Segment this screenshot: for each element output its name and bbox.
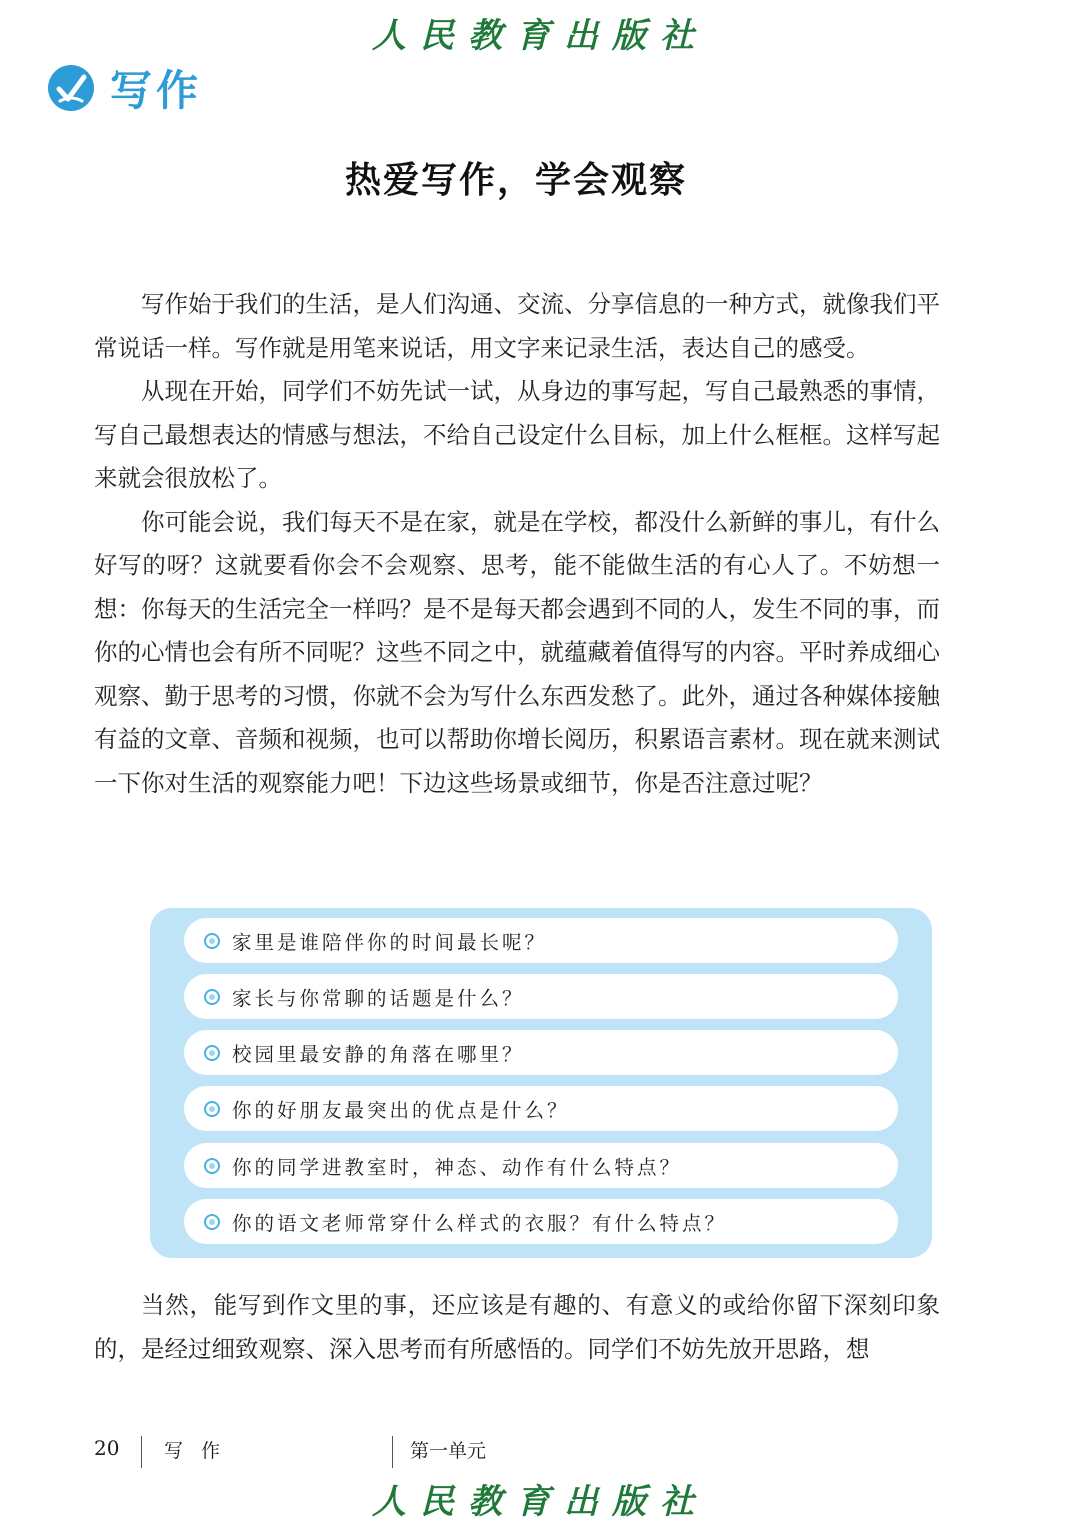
writing-pen-icon [46,63,96,113]
question-box [150,908,932,1258]
question-item [184,1030,898,1075]
question-text: 家里是谁陪伴你的时间最长呢？ [232,930,548,954]
body-text-continued [94,1284,940,1371]
question-text: 你的好朋友最突出的优点是什么？ [232,1098,570,1122]
question-text: 你的同学进教室时，神态、动作有什么特点？ [232,1155,683,1179]
circle-bullet-icon [204,1045,220,1061]
page-title: 热爱写作，学会观察 [344,159,687,201]
question-text: 你的语文老师常穿什么样式的衣服？有什么特点？ [232,1211,728,1235]
footer-section: 写 作 [164,1440,227,1462]
footer-divider [392,1436,393,1468]
circle-bullet-icon [204,1214,220,1230]
section-title: 写作 [110,66,203,115]
question-item [184,1086,898,1131]
page-number: 20 [94,1436,120,1460]
question-item [184,1143,898,1188]
question-item [184,974,898,1019]
paragraph: 写作始于我们的生活，是人们沟通、交流、分享信息的一种方式，就像我们平常说话一样。写作就是用笔来说话，用文字来记录生活，表达自己的感受。 [94,290,940,362]
paragraph: 从现在开始，同学们不妨先试一试，从身边的事写起，写自己最熟悉的事情，写自己最想表达的情感与想法，不给自己设定什么目标，加上什么框框。这样写起来就会很放松了。 [94,377,940,492]
footer-divider [141,1436,142,1468]
question-item [184,1199,898,1244]
publisher-logo-bottom: 人民教育出版社 [372,1482,708,1522]
footer-unit: 第一单元 [410,1440,487,1462]
body-text [94,283,940,805]
question-text: 家长与你常聊的话题是什么？ [232,986,525,1010]
section-header [46,58,202,118]
publisher-logo-top: 人民教育出版社 [372,16,708,56]
circle-bullet-icon [204,989,220,1005]
circle-bullet-icon [204,933,220,949]
paragraph: 当然，能写到作文里的事，还应该是有趣的、有意义的或给你留下深刻印象的，是经过细致观察、深入思考而有所感悟的。同学们不妨先放开思路，想 [94,1291,940,1363]
paragraph: 你可能会说，我们每天不是在家，就是在学校，都没什么新鲜的事儿，有什么好写的呀？这就要看你会不会观察、思考，能不能做生活的有心人了。不妨想一想：你每天的生活完全一样吗？是不是每天都会遇到不同的人，发生不同的事，而你的心情也会有所不同呢？这些不同之中，就蕴藏着值得写的内容。平时养成细心观察、勤于思考的习惯，你就不会为写什么东西发愁了。此外，通过各种媒体接触有益的文章、音频和视频，也可以帮助你增长阅历，积累语言素材。现在就来测试一下你对生活的观察能力吧！下边这些场景或细节，你是否注意过呢？ [94,507,940,797]
question-item [184,918,898,963]
circle-bullet-icon [204,1101,220,1117]
question-text: 校园里最安静的角落在哪里？ [232,1042,525,1066]
circle-bullet-icon [204,1158,220,1174]
